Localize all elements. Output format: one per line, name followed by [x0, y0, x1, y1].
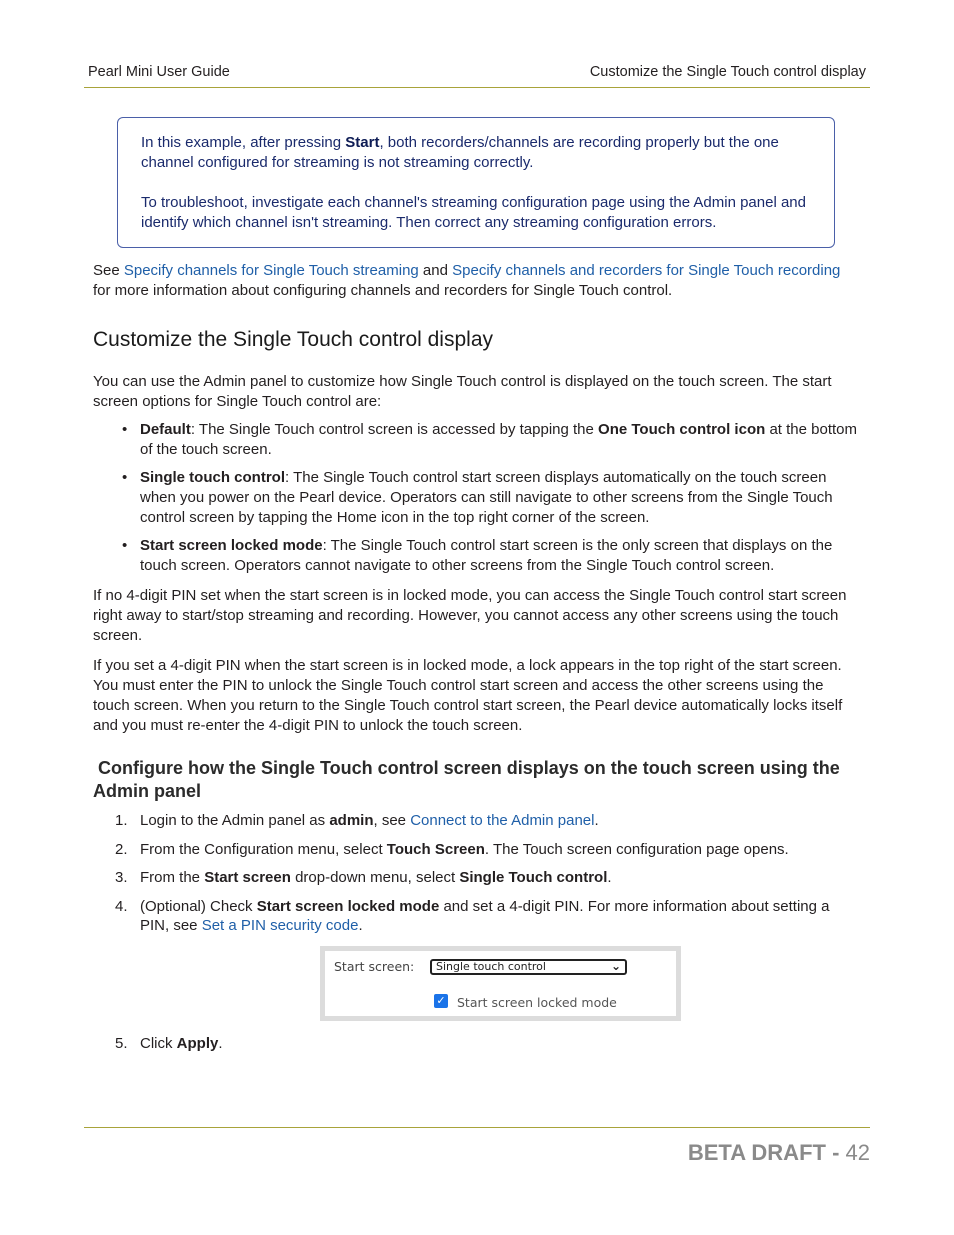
- checkmark-icon: ✓: [436, 994, 446, 1007]
- start-screen-label: Start screen:: [334, 959, 415, 974]
- intro-paragraph: You can use the Admin panel to customize how Single Touch control is displayed on the touch screen. The start screen options for Single Touch control are:: [93, 373, 832, 410]
- procedure-heading: Configure how the Single Touch control screen displays on the touch screen using the Admin panel: [93, 758, 840, 801]
- start-screen-options-list: [118, 420, 858, 584]
- step-5: 5. Click Apply.: [115, 1035, 223, 1052]
- callout-paragraph-1: In this example, after pressing Start, both recorders/channels are recording properly but the one channel configured for streaming is not streaming correctly.: [141, 134, 779, 171]
- step-1: 1. Login to the Admin panel as admin, see Connect to the Admin panel.: [115, 812, 599, 829]
- page-header: [84, 62, 870, 88]
- footer-divider: [84, 1127, 870, 1128]
- page-footer: BETA DRAFT - 42: [687, 1140, 870, 1165]
- link-specify-channels-recording[interactable]: Specify channels and recorders for Single Touch recording: [452, 262, 841, 279]
- link-specify-channels-streaming[interactable]: Specify channels for Single Touch streaming: [123, 262, 419, 279]
- list-item: • Default: The Single Touch control screen is accessed by tapping the One Touch control icon at the bottom of the touch screen.: [122, 421, 858, 458]
- link-set-pin-security-code[interactable]: Set a PIN security code: [201, 917, 359, 934]
- step-4: 4. (Optional) Check Start screen locked mode and set a 4-digit PIN. For more information about setting a PIN, see Set a PIN security code.: [115, 897, 830, 934]
- procedure-steps-continued: [112, 1034, 862, 1063]
- section-running-title: Customize the Single Touch control display: [589, 64, 866, 80]
- start-screen-select[interactable]: Single touch control ⌄: [430, 959, 627, 975]
- page-number: 42: [845, 1140, 870, 1165]
- admin-panel-screenshot: [320, 946, 681, 1021]
- locked-mode-label: Start screen locked mode: [457, 995, 617, 1010]
- locked-mode-checkbox[interactable]: [434, 994, 448, 1008]
- section-heading: Customize the Single Touch control display: [93, 328, 493, 351]
- step-3: 3. From the Start screen drop-down menu, select Single Touch control.: [115, 869, 612, 886]
- see-also-paragraph: See Specify channels for Single Touch streaming and Specify channels and recorders for Single Touch recording for more information about configuring channels and recorders for Single Touch control.: [93, 262, 841, 299]
- link-connect-admin-panel[interactable]: Connect to the Admin panel: [410, 812, 595, 829]
- step-2: 2. From the Configuration menu, select Touch Screen. The Touch screen configuration page opens.: [115, 840, 789, 858]
- pin-paragraph: If you set a 4-digit PIN when the start screen is in locked mode, a lock appears in the top right of the start screen. You must enter the PIN to unlock the Single Touch control start screen and access the other screens using the touch screen. When you return to the Single Touch control start screen, the Pearl device automatically locks itself and you must re-enter the 4-digit PIN to unlock the touch screen.: [93, 657, 843, 734]
- chevron-down-icon: ⌄: [610, 959, 621, 973]
- procedure-steps: [112, 811, 862, 936]
- list-item: • Single touch control: The Single Touch control start screen displays automatically on the touch screen when you power on the Pearl device. Operators can still navigate to other screens from the Single Touch control screen by tapping the Home icon in the top right corner of the screen.: [122, 469, 833, 526]
- note-callout: [117, 117, 835, 248]
- guide-title: Pearl Mini User Guide: [88, 64, 230, 80]
- callout-paragraph-2: To troubleshoot, investigate each channel's streaming configuration page using the Admin panel and identify which channel isn't streaming. Then correct any streaming configuration errors.: [141, 194, 806, 231]
- no-pin-paragraph: If no 4-digit PIN set when the start screen is in locked mode, you can access the Single Touch control start screen right away to start/stop streaming and recording. However, you cannot access any other screens using the touch screen.: [93, 587, 847, 644]
- list-item: • Start screen locked mode: The Single Touch control start screen is the only screen that displays on the touch screen. Operators cannot navigate to other screens from the Single Touch control screen.: [122, 537, 833, 574]
